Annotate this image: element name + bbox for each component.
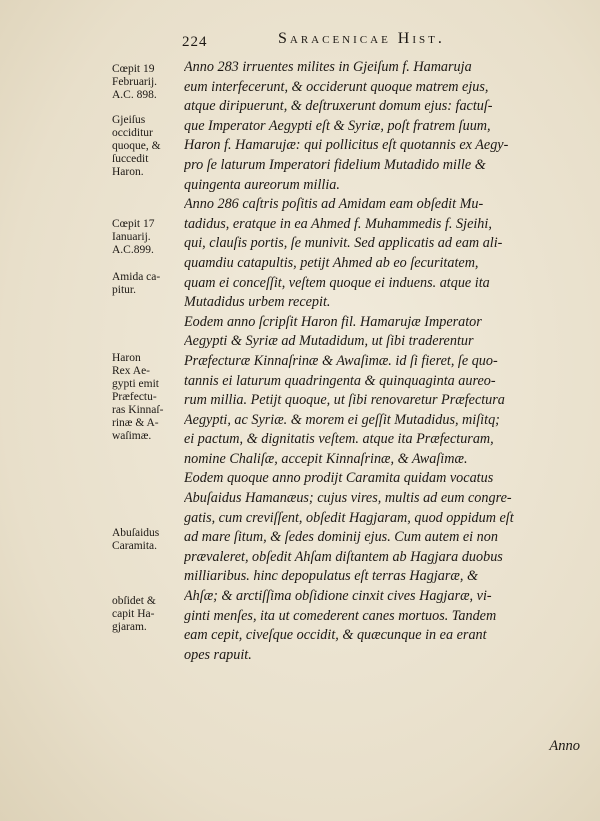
text-line: Anno 286 caſtris poſitis ad Amidam eam obſedit Mu-	[184, 196, 484, 213]
text-line: quingenta aureorum millia.	[184, 176, 340, 193]
text-line: que Imperator Aegypti eſt & Syriæ, poſt fratrem ſuum,	[184, 117, 491, 134]
text-line: Anno 283 irruentes milites in Gjeiſum f. Hamaruja	[184, 59, 472, 75]
text-line: qui, clauſis portis, ſe munivit. Sed applicatis ad eam ali-	[184, 235, 503, 252]
text-line: Mutadidus urbem recepit.	[184, 294, 331, 311]
margin-note: Haron Rex Ae- gypti emit Præfectu- ras Kinnaſ- rinæ & A- waſimæ.	[112, 352, 164, 442]
margin-note: obſidet & capit Ha- gjaram.	[112, 595, 156, 633]
main-text	[184, 58, 584, 665]
text-line: quam ei conceſſit, veſtem quoque ei induens. atque ita	[184, 274, 490, 291]
text-line: ginti menſes, ita ut comederent canes mortuos. Tandem	[184, 607, 497, 624]
text-line: gatis, cum creviſſent, obſedit Hagjaram, quod oppidum eſt	[184, 509, 514, 526]
margin-note: Cœpit 17 Ianuarij. A.C.899.	[112, 218, 155, 256]
margin-note: Amida ca- pitur.	[112, 271, 161, 296]
text-line: tannis ei laturum quadringenta & quinquaginta aureo-	[184, 372, 496, 389]
text-line: eam cepit, civeſque occidit, & quæcunque in ea erant	[184, 627, 487, 644]
margin-note: Abuſaidus Caramita.	[112, 527, 160, 552]
running-title: Saracenicae Hist.	[278, 30, 445, 47]
text-line: Præfecturæ Kinnaſrinæ & Awaſimæ. id ſi fieret, ſe quo-	[184, 352, 498, 369]
text-line: Eodem quoque anno prodijt Caramita quidam vocatus	[184, 470, 494, 487]
text-line: ei pactum, & dignitatis veſtem. atque ita Præfecturam,	[184, 431, 494, 448]
margin-note: Gjeiſus occiditur quoque, & ſuccedit Haron.	[112, 114, 161, 178]
text-line: rum millia. Petijt quoque, ut ſibi renovaretur Præfectura	[184, 392, 505, 409]
catchword: Anno	[549, 738, 580, 754]
text-line: prævaleret, obſedit Ahſam diſtantem ab Hagjara duobus	[184, 548, 503, 565]
margin-note: Cœpit 19 Februarij. A.C. 898.	[112, 63, 158, 101]
text-line: atque diripuerunt, & deſtruxerunt domum ejus: factuſ-	[184, 98, 493, 115]
text-line: opes rapuit.	[184, 646, 252, 663]
text-line: pro ſe laturum Imperatori fidelium Mutadido mille &	[184, 156, 486, 173]
text-line: milliaribus. hinc depopulatus eſt terras Hagjaræ, &	[184, 568, 479, 585]
text-line: ad mare ſitum, & ſedes dominij ejus. Cum autem ei non	[184, 529, 498, 546]
text-line: Aegypti, ac Syriæ. & morem ei geſſit Mutadidus, miſitq;	[184, 411, 500, 428]
text-line: quamdiu catapultis, petijt Ahmed ab eo ſecuritatem,	[184, 254, 479, 271]
text-line: Ahſæ; & arctiſſima obſidione cinxit cives Hagjaræ, vi-	[184, 588, 492, 605]
text-line: nomine Chaliſæ, accepit Kinnaſrinæ, & Awaſimæ.	[184, 450, 468, 467]
text-line: Aegypti & Syriæ ad Mutadidum, ut ſibi traderentur	[184, 333, 474, 350]
text-line: tadidus, eratque in ea Ahmed f. Muhammedis f. Sjeihi,	[184, 215, 492, 232]
text-line: eum interfecerunt, & occiderunt quoque matrem ejus,	[184, 78, 489, 95]
text-line: Eodem anno ſcripſit Haron fil. Hamarujæ Imperator	[184, 313, 482, 330]
page-number: 224	[182, 34, 208, 50]
text-line: Haron f. Hamarujæ: qui pollicitus eſt quotannis ex Aegy-	[184, 137, 509, 154]
text-line: Abuſaidus Hamanæus; cujus vires, multis ad eum congre-	[184, 490, 512, 507]
